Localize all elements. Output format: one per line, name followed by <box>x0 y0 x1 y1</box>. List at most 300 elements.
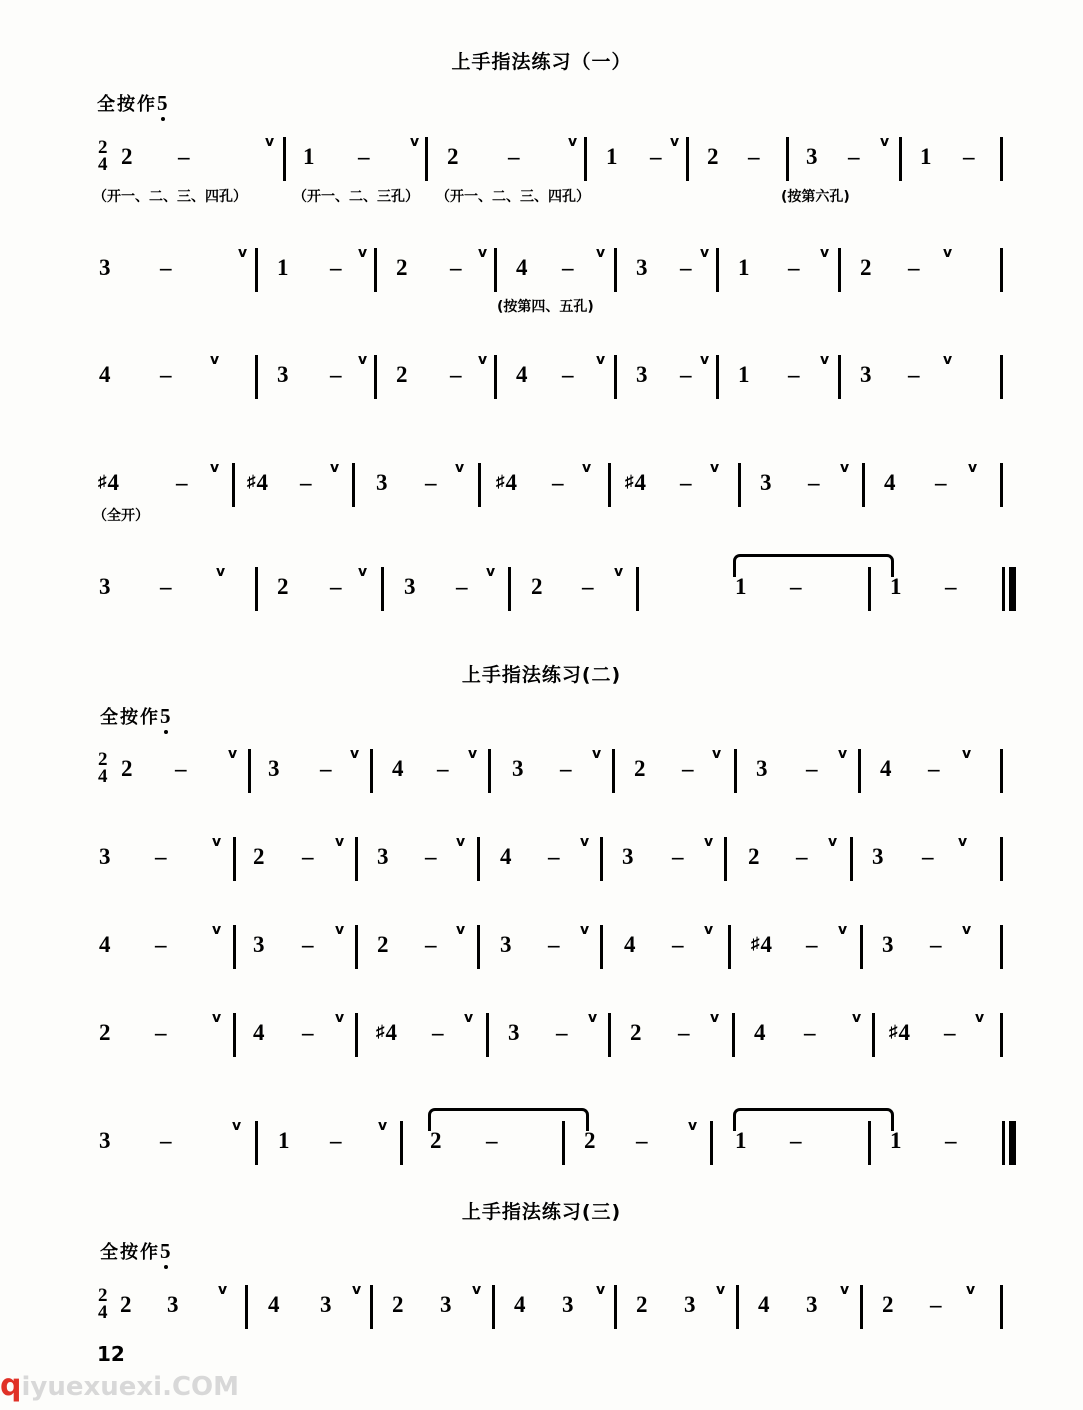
bar-line <box>600 837 603 881</box>
note: 3 <box>622 844 634 869</box>
note-dash: – <box>804 1020 816 1045</box>
breath-mark: v <box>820 352 830 368</box>
note: 2 <box>630 1020 642 1045</box>
bar-line <box>374 248 377 292</box>
breath-mark: v <box>456 922 466 938</box>
bar-line <box>1000 837 1003 881</box>
music-row-2-3 <box>0 920 1083 980</box>
note: 1 <box>278 1128 290 1153</box>
note-dash: – <box>302 844 314 869</box>
note: 4 <box>880 756 892 781</box>
breath-mark: v <box>350 746 360 762</box>
note: ♯ 4 <box>752 932 772 958</box>
note: 2 <box>584 1128 596 1153</box>
breath-mark: v <box>710 1010 720 1026</box>
breath-mark: v <box>352 1282 362 1298</box>
note: 4 <box>754 1020 766 1045</box>
bar-line <box>1000 248 1003 292</box>
breath-mark: v <box>464 1010 474 1026</box>
note: 3 <box>512 756 524 781</box>
bar-line <box>370 749 373 793</box>
bar-line <box>492 1285 495 1329</box>
breath-mark: v <box>212 1010 222 1026</box>
breath-mark: v <box>468 746 478 762</box>
note-dash: – <box>678 1020 690 1045</box>
bar-line <box>734 749 737 793</box>
music-row-2-4 <box>0 1008 1083 1068</box>
bar-line <box>838 355 841 399</box>
note: ♯ 4 <box>626 470 646 496</box>
breath-mark: v <box>335 922 345 938</box>
note-dash: – <box>562 362 574 387</box>
bar-line <box>232 463 235 507</box>
note: 2 <box>99 1020 111 1045</box>
breath-mark: v <box>968 460 978 476</box>
note-dash: – <box>160 362 172 387</box>
bar-line <box>381 567 384 611</box>
note-dash: – <box>155 1020 167 1045</box>
bar-line <box>355 1013 358 1057</box>
note-dash: – <box>556 1020 568 1045</box>
note: 3 <box>99 255 111 280</box>
bar-line <box>872 1013 875 1057</box>
all-closed-label-2 <box>100 703 173 729</box>
note: 4 <box>624 932 636 957</box>
bar-line <box>425 137 428 181</box>
note: 3 <box>562 1292 574 1317</box>
note-dash: – <box>908 362 920 387</box>
breath-mark: v <box>670 134 680 150</box>
bar-line <box>233 1013 236 1057</box>
section-title-2: 上手指法练习(二) <box>461 664 622 686</box>
note-dash: – <box>160 255 172 280</box>
note-dash: – <box>330 1128 342 1153</box>
note: ♯ 4 <box>248 470 268 496</box>
breath-mark: v <box>596 1282 606 1298</box>
breath-mark: v <box>596 245 606 261</box>
note-dash: – <box>562 255 574 280</box>
bar-line <box>608 463 611 507</box>
note: 3 <box>508 1020 520 1045</box>
note-dash: – <box>330 255 342 280</box>
bar-line <box>1000 749 1003 793</box>
note-dash: – <box>582 574 594 599</box>
bar-line <box>1000 463 1003 507</box>
breath-mark: v <box>358 245 368 261</box>
note: 2 <box>253 844 265 869</box>
note: 1 <box>606 144 618 169</box>
bar-line <box>728 925 731 969</box>
note: 1 <box>735 574 747 599</box>
watermark-text: iyuexuexi.COM <box>21 1372 240 1402</box>
breath-mark: v <box>478 352 488 368</box>
breath-mark: v <box>358 352 368 368</box>
bar-line <box>899 137 902 181</box>
breath-mark: v <box>880 134 890 150</box>
bar-line <box>612 749 615 793</box>
bar-line <box>1000 355 1003 399</box>
note-dash: – <box>748 144 760 169</box>
bar-line <box>355 837 358 881</box>
breath-mark: v <box>472 1282 482 1298</box>
note: 3 <box>253 932 265 957</box>
note: 3 <box>636 255 648 280</box>
breath-mark: v <box>580 834 590 850</box>
note-dash: – <box>155 844 167 869</box>
breath-mark: v <box>212 834 222 850</box>
breath-mark: v <box>840 460 850 476</box>
fingering-annotation: （全开） <box>93 508 149 524</box>
time-signature-2: 2 4 <box>98 749 108 787</box>
breath-mark: v <box>710 460 720 476</box>
note: 2 <box>748 844 760 869</box>
breath-mark: v <box>975 1010 985 1026</box>
breath-mark: v <box>232 1118 242 1134</box>
breath-mark: v <box>592 746 602 762</box>
bar-line <box>860 1285 863 1329</box>
note-dash: – <box>930 1292 942 1317</box>
breath-mark: v <box>265 134 275 150</box>
note-dash: – <box>806 932 818 957</box>
all-closed-text-3: 全按作 <box>100 1242 160 1263</box>
section-title-3: 上手指法练习(三) <box>461 1201 622 1223</box>
note-dash: – <box>790 574 802 599</box>
bar-line <box>862 463 865 507</box>
bar-line <box>636 567 639 611</box>
bar-line <box>738 463 741 507</box>
breath-mark: v <box>212 922 222 938</box>
breath-mark: v <box>943 245 953 261</box>
bar-line <box>233 925 236 969</box>
note: 1 <box>890 1128 902 1153</box>
bar-line <box>233 837 236 881</box>
bar-line <box>600 925 603 969</box>
fingering-annotation: (按第四、五孔) <box>497 299 594 315</box>
breath-mark: v <box>614 564 624 580</box>
music-row-3-1 <box>0 1280 1083 1340</box>
note: 3 <box>99 574 111 599</box>
bar-line <box>255 1121 258 1165</box>
note-dash: – <box>796 844 808 869</box>
note: 2 <box>860 255 872 280</box>
all-closed-text-2: 全按作 <box>100 707 160 728</box>
note-dash: – <box>944 1020 956 1045</box>
breath-mark: v <box>238 245 248 261</box>
breath-mark: v <box>486 564 496 580</box>
breath-mark: v <box>335 834 345 850</box>
breath-mark: v <box>712 746 722 762</box>
note-dash: – <box>300 470 312 495</box>
bar-line <box>1000 1013 1003 1057</box>
end-double-bar <box>1002 567 1016 611</box>
note: 4 <box>392 756 404 781</box>
bar-line <box>614 248 617 292</box>
breath-mark: v <box>335 1010 345 1026</box>
music-row-2-2 <box>0 832 1083 892</box>
breath-mark: v <box>378 1118 388 1134</box>
fingering-annotation: （开一、二、三、四孔） <box>436 189 590 205</box>
note: 2 <box>634 756 646 781</box>
note: 3 <box>500 932 512 957</box>
note: 3 <box>756 756 768 781</box>
breath-mark: v <box>828 834 838 850</box>
breath-mark: v <box>688 1118 698 1134</box>
note: ♯ 4 <box>99 470 119 496</box>
note-dash: – <box>560 756 572 781</box>
breath-mark: v <box>582 460 592 476</box>
note-dash: – <box>155 932 167 957</box>
note-dash: – <box>320 756 332 781</box>
music-row-1-4 <box>0 458 1083 518</box>
note-dash: – <box>508 144 520 169</box>
all-closed-note-2: 5 <box>160 704 173 728</box>
note: 3 <box>806 1292 818 1317</box>
note: 3 <box>806 144 818 169</box>
note-dash: – <box>456 574 468 599</box>
note: 1 <box>303 144 315 169</box>
bar-line <box>724 837 727 881</box>
breath-mark: v <box>704 922 714 938</box>
note: 4 <box>268 1292 280 1317</box>
bar-line <box>736 1285 739 1329</box>
breath-mark: v <box>588 1010 598 1026</box>
note: ♯ 4 <box>497 470 517 496</box>
note: 3 <box>99 1128 111 1153</box>
bar-line <box>732 1013 735 1057</box>
note-dash: – <box>160 1128 172 1153</box>
bar-line <box>494 248 497 292</box>
note: 1 <box>890 574 902 599</box>
bar-line <box>374 355 377 399</box>
bar-line <box>786 137 789 181</box>
all-closed-text-1: 全按作 <box>97 94 157 115</box>
bar-line <box>860 925 863 969</box>
fingering-annotation: （开一、二、三、四孔） <box>93 189 247 205</box>
note: 3 <box>882 932 894 957</box>
note: 2 <box>121 144 133 169</box>
note-dash: – <box>302 932 314 957</box>
note: 1 <box>277 255 289 280</box>
time-signature-1: 2 4 <box>98 137 108 175</box>
note: 3 <box>684 1292 696 1317</box>
all-closed-note-1: 5 <box>157 91 170 115</box>
note-dash: – <box>160 574 172 599</box>
note-dash: – <box>330 362 342 387</box>
breath-mark: v <box>580 922 590 938</box>
note: 3 <box>760 470 772 495</box>
note: 2 <box>121 756 133 781</box>
note: ♯ 4 <box>890 1020 910 1046</box>
breath-mark: v <box>962 746 972 762</box>
all-closed-note-3: 5 <box>160 1239 173 1263</box>
note-dash: – <box>788 362 800 387</box>
breath-mark: v <box>228 746 238 762</box>
bar-line <box>716 248 719 292</box>
breath-mark: v <box>838 922 848 938</box>
note-dash: – <box>848 144 860 169</box>
note: 3 <box>872 844 884 869</box>
note-dash: – <box>486 1128 498 1153</box>
note: 4 <box>516 362 528 387</box>
note: 3 <box>440 1292 452 1317</box>
breath-mark: v <box>478 245 488 261</box>
breath-mark: v <box>943 352 953 368</box>
section-title-1: 上手指法练习（一） <box>451 51 632 73</box>
note-dash: – <box>302 1020 314 1045</box>
note: 1 <box>738 362 750 387</box>
music-row-1-2 <box>0 243 1083 303</box>
note: 4 <box>516 255 528 280</box>
music-row-2-5 <box>0 1116 1083 1176</box>
bar-line <box>355 925 358 969</box>
note-dash: – <box>908 255 920 280</box>
bar-line <box>868 1121 871 1165</box>
breath-mark: v <box>330 460 340 476</box>
note: 3 <box>860 362 872 387</box>
bar-line <box>584 137 587 181</box>
breath-mark: v <box>456 834 466 850</box>
bar-line <box>1000 1285 1003 1329</box>
note-dash: – <box>672 844 684 869</box>
page-number: 12 <box>97 1342 125 1366</box>
note: 3 <box>277 362 289 387</box>
all-closed-label-1 <box>97 90 170 116</box>
bar-line <box>686 137 689 181</box>
note-dash: – <box>425 844 437 869</box>
breath-mark: v <box>700 352 710 368</box>
breath-mark: v <box>716 1282 726 1298</box>
bar-line <box>608 1013 611 1057</box>
bar-line <box>478 463 481 507</box>
breath-mark: v <box>958 834 968 850</box>
note-dash: – <box>425 932 437 957</box>
bar-line <box>562 1121 565 1165</box>
bar-line <box>255 355 258 399</box>
note-dash: – <box>548 932 560 957</box>
end-double-bar <box>1002 1121 1016 1165</box>
note: 2 <box>392 1292 404 1317</box>
breath-mark: v <box>455 460 465 476</box>
bar-line <box>710 1121 713 1165</box>
breath-mark: v <box>210 352 220 368</box>
note-dash: – <box>945 1128 957 1153</box>
breath-mark: v <box>216 564 226 580</box>
note: 2 <box>531 574 543 599</box>
note-dash: – <box>806 756 818 781</box>
note-dash: – <box>176 470 188 495</box>
bar-line <box>494 355 497 399</box>
note: ♯ 4 <box>377 1020 397 1046</box>
note-dash: – <box>548 844 560 869</box>
breath-mark: v <box>410 134 420 150</box>
note: 2 <box>447 144 459 169</box>
note-dash: – <box>650 144 662 169</box>
note: 3 <box>167 1292 179 1317</box>
note-dash: – <box>552 470 564 495</box>
note: 3 <box>636 362 648 387</box>
note: 3 <box>320 1292 332 1317</box>
bar-line <box>352 463 355 507</box>
note: 2 <box>377 932 389 957</box>
note: 2 <box>277 574 289 599</box>
note: 2 <box>396 362 408 387</box>
breath-mark: v <box>966 1282 976 1298</box>
bar-line <box>850 837 853 881</box>
note: 3 <box>99 844 111 869</box>
breath-mark: v <box>358 564 368 580</box>
note-dash: – <box>330 574 342 599</box>
music-row-1-5 <box>0 562 1083 622</box>
breath-mark: v <box>962 922 972 938</box>
note-dash: – <box>680 362 692 387</box>
breath-mark: v <box>704 834 714 850</box>
time-signature-3: 2 4 <box>98 1285 108 1323</box>
bar-line <box>370 1285 373 1329</box>
note: 2 <box>396 255 408 280</box>
note-dash: – <box>437 756 449 781</box>
music-row-1-3 <box>0 350 1083 410</box>
note: 2 <box>882 1292 894 1317</box>
breath-mark: v <box>210 460 220 476</box>
music-row-2-1 <box>0 744 1083 804</box>
note-dash: – <box>930 932 942 957</box>
note-dash: – <box>425 470 437 495</box>
breath-mark: v <box>596 352 606 368</box>
note: 3 <box>268 756 280 781</box>
bar-line <box>858 749 861 793</box>
note-dash: – <box>922 844 934 869</box>
breath-mark: v <box>852 1010 862 1026</box>
note-dash: – <box>680 470 692 495</box>
music-row-1-1 <box>0 132 1083 192</box>
note-dash: – <box>788 255 800 280</box>
bar-line <box>868 567 871 611</box>
bar-line <box>614 355 617 399</box>
note: 2 <box>707 144 719 169</box>
note-dash: – <box>945 574 957 599</box>
note: 3 <box>404 574 416 599</box>
bar-line <box>508 567 511 611</box>
note: 4 <box>514 1292 526 1317</box>
note-dash: – <box>928 756 940 781</box>
note-dash: – <box>680 255 692 280</box>
all-closed-label-3 <box>100 1238 173 1264</box>
site-watermark <box>0 1368 239 1403</box>
note: 3 <box>376 470 388 495</box>
bar-line <box>488 749 491 793</box>
bar-line <box>1000 925 1003 969</box>
note-dash: – <box>636 1128 648 1153</box>
breath-mark: v <box>568 134 578 150</box>
bar-line <box>283 137 286 181</box>
bar-line <box>486 1013 489 1057</box>
note: 1 <box>920 144 932 169</box>
breath-mark: v <box>218 1282 228 1298</box>
note-dash: – <box>672 932 684 957</box>
watermark-initial: q <box>0 1368 22 1403</box>
note: 2 <box>636 1292 648 1317</box>
breath-mark: v <box>840 1282 850 1298</box>
bar-line <box>245 1285 248 1329</box>
note-dash: – <box>358 144 370 169</box>
note-dash: – <box>682 756 694 781</box>
note: 2 <box>120 1292 132 1317</box>
note-dash: – <box>432 1020 444 1045</box>
note: 4 <box>758 1292 770 1317</box>
note: 3 <box>377 844 389 869</box>
breath-mark: v <box>838 746 848 762</box>
fingering-annotation: （开一、二、三孔） <box>293 189 419 205</box>
